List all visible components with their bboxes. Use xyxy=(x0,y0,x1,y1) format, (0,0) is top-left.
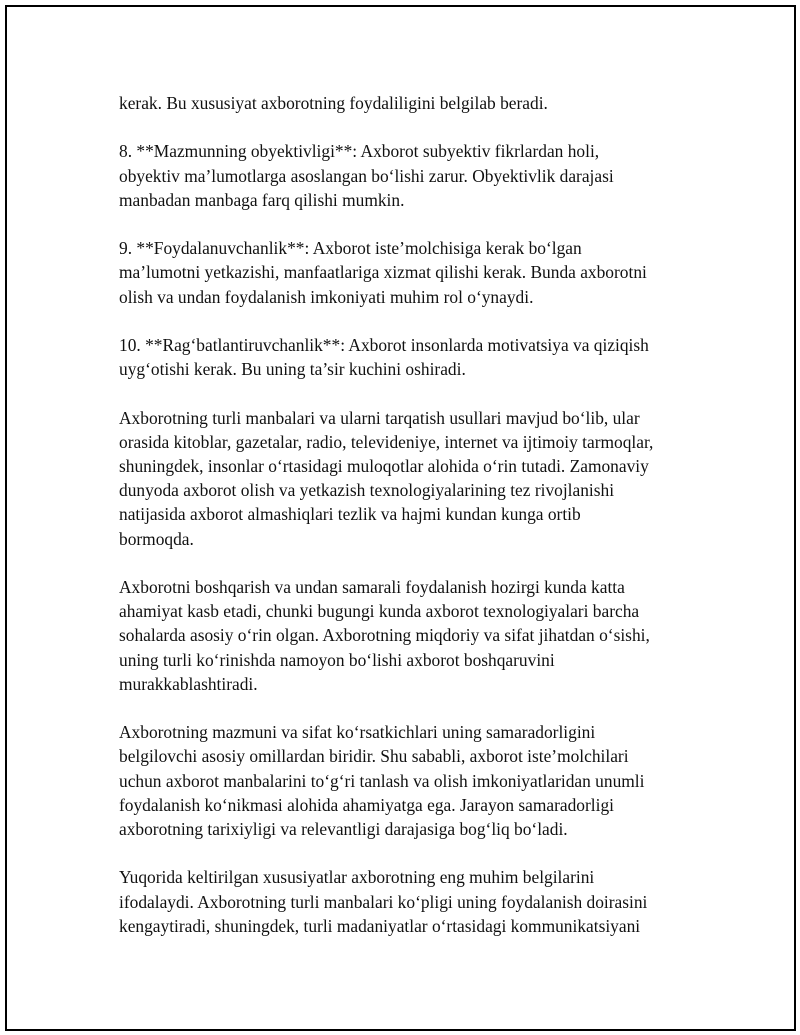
text-line: uning turli ko‘rinishda namoyon bo‘lishi axborot boshqaruvini xyxy=(119,649,555,670)
text-line: axborotning tarixiyligi va relevantligi darajasiga bog‘liq bo‘ladi. xyxy=(119,819,568,839)
text-line: ma’lumotni yetkazishi, manfaatlariga xizmat qilishi kerak. Bunda axborotni xyxy=(119,262,647,283)
text-line: Axborotning mazmuni va sifat ko‘rsatkichlari uning samaradorligini xyxy=(119,722,596,743)
text-line: olish va undan foydalanish imkoniyati muhim rol o‘ynaydi. xyxy=(119,286,534,307)
text-line: Axborotni boshqarish va undan samarali foydalanish hozirgi kunda katta xyxy=(119,576,625,597)
page-frame xyxy=(5,5,796,1031)
paragraph xyxy=(119,720,699,841)
text-line: natijasida axborot almashiqlari tezlik va hajmi kundan kunga ortib xyxy=(119,504,581,525)
text-line: Yuqorida keltirilgan xususiyatlar axborotning eng muhim belgilarini xyxy=(119,867,595,888)
text-line: orasida kitoblar, gazetalar, radio, televideniye, internet va ijtimoiy tarmoqlar, xyxy=(119,431,654,452)
text-line: ifodalaydi. Axborotning turli manbalari ko‘pligi uning foydalanish doirasini xyxy=(119,891,648,912)
paragraph xyxy=(119,575,699,696)
text-line: 8. **Mazmunning obyektivligi**: Axborot subyektiv fikrlardan holi, xyxy=(119,141,600,162)
text-line: 10. **Rag‘batlantiruvchanlik**: Axborot insonlarda motivatsiya va qiziqish xyxy=(119,334,649,355)
text-line: kengaytiradi, shuningdek, turli madaniyatlar o‘rtasidagi kommunikatsiyani xyxy=(119,915,641,936)
text-line: ahamiyat kasb etadi, chunki bugungi kunda axborot texnologiyalari barcha xyxy=(119,601,640,622)
text-line: foydalanish ko‘nikmasi alohida ahamiyatga ega. Jarayon samaradorligi xyxy=(119,794,614,815)
text-line: dunyoda axborot olish va yetkazish texnologiyalarining tez rivojlanishi xyxy=(119,480,615,501)
text-line: bormoqda. xyxy=(119,528,194,549)
text-line: murakkablashtiradi. xyxy=(119,673,258,694)
text-line: shuningdek, insonlar o‘rtasidagi muloqotlar alohida o‘rin tutadi. Zamonaviy xyxy=(119,455,649,476)
text-line: sohalarda asosiy o‘rin olgan. Axborotning miqdoriy va sifat jihatdan o‘sishi, xyxy=(119,625,650,646)
text-line: uchun axborot manbalarini to‘g‘ri tanlash va olish imkoniyatlaridan unumli xyxy=(119,770,645,791)
text-line: obyektiv ma’lumotlarga asoslangan bo‘lishi zarur. Obyektivlik darajasi xyxy=(119,165,614,186)
text-line: uyg‘otishi kerak. Bu uning ta’sir kuchini oshiradi. xyxy=(119,359,466,380)
text-line: Axborotning turli manbalari va ularni tarqatish usullari mavjud bo‘lib, ular xyxy=(119,407,640,428)
paragraph xyxy=(119,865,699,938)
text-line: 9. **Foydalanuvchanlik**: Axborot iste’molchisiga kerak bo‘lgan xyxy=(119,238,582,259)
paragraph xyxy=(119,406,699,551)
text-line: belgilovchi asosiy omillardan biridir. Shu sababli, axborot iste’molchilari xyxy=(119,746,629,767)
paragraph xyxy=(119,236,699,309)
paragraph xyxy=(119,333,699,381)
text-line: manbadan manbaga farq qilishi mumkin. xyxy=(119,189,405,210)
paragraph xyxy=(119,91,699,115)
text-line: kerak. Bu xususiyat axborotning foydaliligini belgilab beradi. xyxy=(119,93,548,113)
paragraph xyxy=(119,139,699,212)
document-body xyxy=(119,91,699,962)
